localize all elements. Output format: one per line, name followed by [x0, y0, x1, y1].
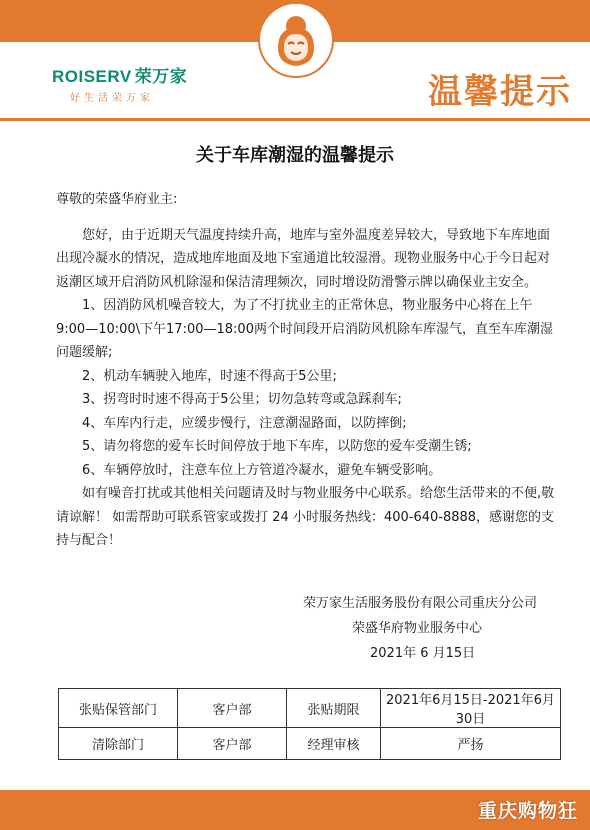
brand-name-en: ROISERV — [52, 67, 132, 86]
paragraph-closing: 如有噪音打扰或其他相关问题请及时与物业服务中心联系。给您生活带来的不便,敬请谅解！ 如需帮助可联系管家或拨打 24 小时服务热线：400-640-8888，感谢您的支持与配合！ — [56, 486, 555, 548]
signature-date: 2021年 6 月15日 — [370, 646, 476, 661]
paragraph-intro: 您好，由于近期天气温度持续升高，地库与室外温度差异较大，导致地下车库地面出现冷凝水的情况，造成地库地面及地下室通道比较湿滑。现物业服务中心于今日起对返潮区域开启消防风机除湿和保洁清理频次，同时增设防滑警示牌以确保业主安全。 — [56, 227, 551, 290]
table-cell: 张贴保管部门 — [59, 689, 178, 728]
table-cell: 清除部门 — [59, 728, 178, 760]
signature-block — [0, 591, 590, 666]
brand-slogan: 好生活荣万家 — [70, 93, 154, 104]
table-cell: 经理审核 — [287, 728, 381, 760]
rule-item: 1、因消防风机噪音较大，为了不打扰业主的正常休息，物业服务中心将在上午9:00—10:00\下午17:00—18:00两个时间段开启消防风机除车库湿气，直至车库潮湿问题缓解; — [56, 298, 553, 360]
table-cell: 2021年6月15日-2021年6月30日 — [381, 689, 561, 728]
brand-name-cn: 荣万家 — [134, 67, 188, 86]
rule-item: 2、机动车辆驶入地库，时速不得高于5公里; — [82, 368, 337, 384]
table-cell: 客户部 — [178, 728, 287, 760]
table-row — [59, 689, 561, 728]
table-cell: 严扬 — [381, 728, 561, 760]
brand-logo — [52, 62, 187, 104]
signature-company: 荣万家生活服务股份有限公司重庆分公司 — [303, 596, 538, 611]
notice-title: 关于车库潮湿的温馨提示 — [196, 145, 394, 166]
notice-body — [56, 188, 556, 553]
header-divider — [0, 118, 590, 121]
service-avatar-icon — [258, 2, 334, 78]
rule-item: 3、拐弯时时速不得高于5公里；切勿急转弯或急踩刹车; — [82, 392, 402, 407]
rule-item: 6、车辆停放时，注意车位上方管道冷凝水，避免车辆受影响。 — [82, 462, 442, 478]
table-row — [59, 728, 561, 760]
rule-item: 5、请勿将您的爱车长时间停放于地下车库，以防您的爱车受潮生锈; — [82, 439, 472, 454]
signature-center: 荣盛华府物业服务中心 — [352, 621, 483, 636]
table-cell: 张贴期限 — [287, 689, 381, 728]
greeting: 尊敬的荣盛华府业主: — [56, 192, 178, 207]
header-tip-heading: 温馨提示 — [428, 72, 572, 112]
table-cell: 客户部 — [178, 689, 287, 728]
posting-info-table — [58, 688, 561, 760]
watermark-text: 重庆购物狂 — [477, 800, 578, 822]
rule-item: 4、车库内行走，应缓步慢行，注意潮湿路面，以防摔倒; — [82, 415, 407, 431]
